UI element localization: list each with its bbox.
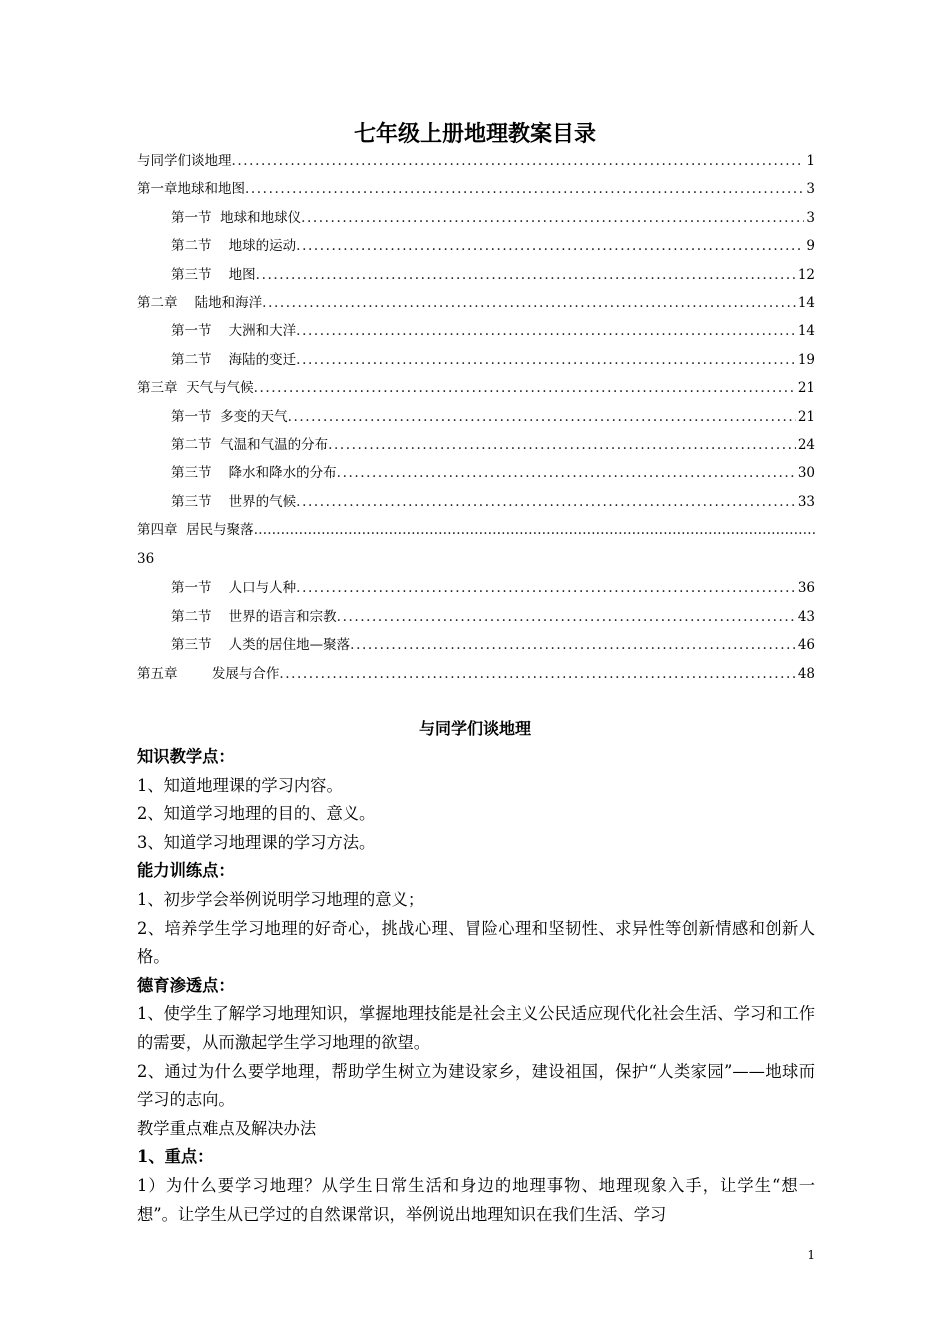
toc-entry	[137, 631, 815, 659]
toc-entry-page: 30	[797, 465, 815, 482]
table-of-contents	[137, 147, 815, 688]
toc-entry	[137, 431, 815, 459]
toc-leader-dots	[328, 431, 796, 459]
toc-entry-label: 第三节 世界的气候	[171, 493, 297, 510]
toc-entry-label: 第一节 人口与人种	[171, 580, 297, 597]
toc-leader-dots	[296, 574, 796, 602]
toc-entry	[137, 488, 815, 516]
toc-entry-label: 第三节 降水和降水的分布	[171, 465, 337, 482]
toc-entry-label: 第二章 陆地和海洋	[137, 294, 263, 311]
toc-entry-page: 9	[806, 238, 815, 255]
body-paragraph: 1、使学生了解学习地理知识，掌握地理技能是社会主义公民适应现代化社会生活、学习和工作的需要，从而激起学生学习地理的欲望。	[137, 1004, 815, 1052]
document-title: 七年级上册地理教案目录	[353, 121, 596, 147]
toc-entry-page: 14	[797, 294, 815, 311]
body-paragraph: 2、培养学生学习地理的好奇心，挑战心理、冒险心理和坚韧性、求异性等创新情感和创新人格。	[137, 918, 815, 967]
toc-entry	[137, 232, 815, 260]
body-paragraph: 2、通过为什么要学地理，帮助学生树立为建设家乡，建设祖国，保护“人类家园”——地球而学习的志向。	[137, 1061, 815, 1110]
body-paragraph: 教学重点难点及解决办法	[137, 1118, 317, 1138]
toc-entry-label: 第一节 地球和地球仪	[171, 209, 302, 226]
toc-entry	[137, 374, 815, 402]
body-paragraph: 3、知道学习地理课的学习方法。	[137, 832, 376, 852]
section-title: 与同学们谈地理	[418, 719, 531, 738]
toc-entry-page: 36	[797, 580, 815, 597]
toc-entry-label: 与同学们谈地理	[137, 153, 232, 169]
toc-leader-dots	[350, 631, 796, 659]
toc-entry-label: 第三节 地图	[171, 266, 256, 283]
toc-entry-label: 第一节 大洲和大洋	[171, 323, 297, 340]
toc-leader-dots	[301, 204, 804, 232]
toc-entry-page: 3	[806, 181, 815, 198]
body-paragraph: 1）为什么要学习地理？从学生日常生活和身边的地理事物、地理现象入手，让学生“想一想”。让学生从已学过的自然课常识，举例说出地理知识在我们生活、学习	[137, 1175, 815, 1224]
toc-leader-dots	[245, 175, 804, 203]
body-heading: 德育渗透点：	[137, 975, 235, 995]
toc-leader-dots	[254, 374, 796, 402]
toc-entry	[137, 516, 815, 544]
toc-leader-dots	[232, 147, 805, 175]
toc-entry-label: 第一章地球和地图	[137, 181, 245, 198]
toc-leader-dots	[288, 403, 796, 431]
toc-entry-page: 1	[806, 153, 815, 169]
toc-entry	[137, 660, 815, 688]
toc-entry-label: 第一节 多变的天气	[171, 408, 288, 425]
toc-entry-label: 第三章 天气与气候	[137, 380, 254, 397]
toc-entry-label: 第二节 海陆的变迁	[171, 351, 297, 368]
body-paragraph: 1、知道地理课的学习内容。	[137, 775, 343, 795]
toc-entry	[137, 346, 815, 374]
toc-entry	[137, 261, 815, 289]
toc-entry-page: 43	[797, 608, 815, 625]
toc-leader-dots	[337, 603, 796, 631]
toc-entry-page: 21	[797, 408, 815, 425]
toc-leader-dots	[296, 346, 796, 374]
toc-leader-dots	[337, 459, 796, 487]
toc-entry-label: 第三节 人类的居住地—聚落	[171, 637, 351, 654]
toc-entry-page: 48	[797, 665, 815, 682]
toc-entry-page: 36	[137, 551, 155, 568]
toc-leader-dots	[296, 317, 796, 345]
toc-leader-dots	[279, 660, 795, 688]
body-heading: 能力训练点：	[137, 861, 235, 881]
toc-entry	[137, 289, 815, 317]
body-heading: 知识教学点：	[137, 747, 235, 766]
toc-entry-page: 46	[797, 637, 815, 654]
toc-entry	[137, 204, 815, 232]
toc-entry-page: 12	[797, 266, 815, 283]
toc-leader-dots	[262, 289, 796, 317]
toc-entry-page: 14	[797, 323, 815, 340]
toc-entry	[137, 317, 815, 345]
toc-entry	[137, 175, 815, 203]
toc-entry	[137, 459, 815, 487]
toc-entry-page: 3	[806, 209, 815, 226]
toc-leader-dots	[256, 261, 796, 289]
toc-entry-page: 24	[797, 436, 815, 453]
toc-entry-label: 第二节 世界的语言和宗教	[171, 608, 337, 625]
toc-entry	[137, 574, 815, 602]
toc-entry	[137, 603, 815, 631]
toc-entry	[137, 147, 815, 175]
toc-entry-label: 第二节 地球的运动	[171, 238, 297, 255]
toc-entry-label: 第五章 发展与合作	[137, 665, 280, 682]
toc-entry	[137, 403, 815, 431]
toc-entry-label: 第四章 居民与聚落	[137, 522, 254, 539]
body-heading: 1、重点：	[137, 1147, 214, 1167]
toc-entry-page: 21	[797, 380, 815, 397]
body-text	[137, 743, 815, 1229]
toc-leader-dots	[296, 488, 796, 516]
body-paragraph: 2、知道学习地理的目的、意义。	[137, 804, 376, 824]
page-number: 1	[807, 1248, 815, 1262]
body-paragraph: 1、初步学会举例说明学习地理的意义；	[137, 889, 425, 909]
toc-entry-label: 第二节 气温和气温的分布	[171, 436, 329, 453]
toc-leader-dots	[254, 516, 815, 544]
toc-leader-dots	[296, 232, 804, 260]
toc-entry-page: 19	[797, 351, 815, 368]
toc-entry-page: 33	[797, 493, 815, 510]
